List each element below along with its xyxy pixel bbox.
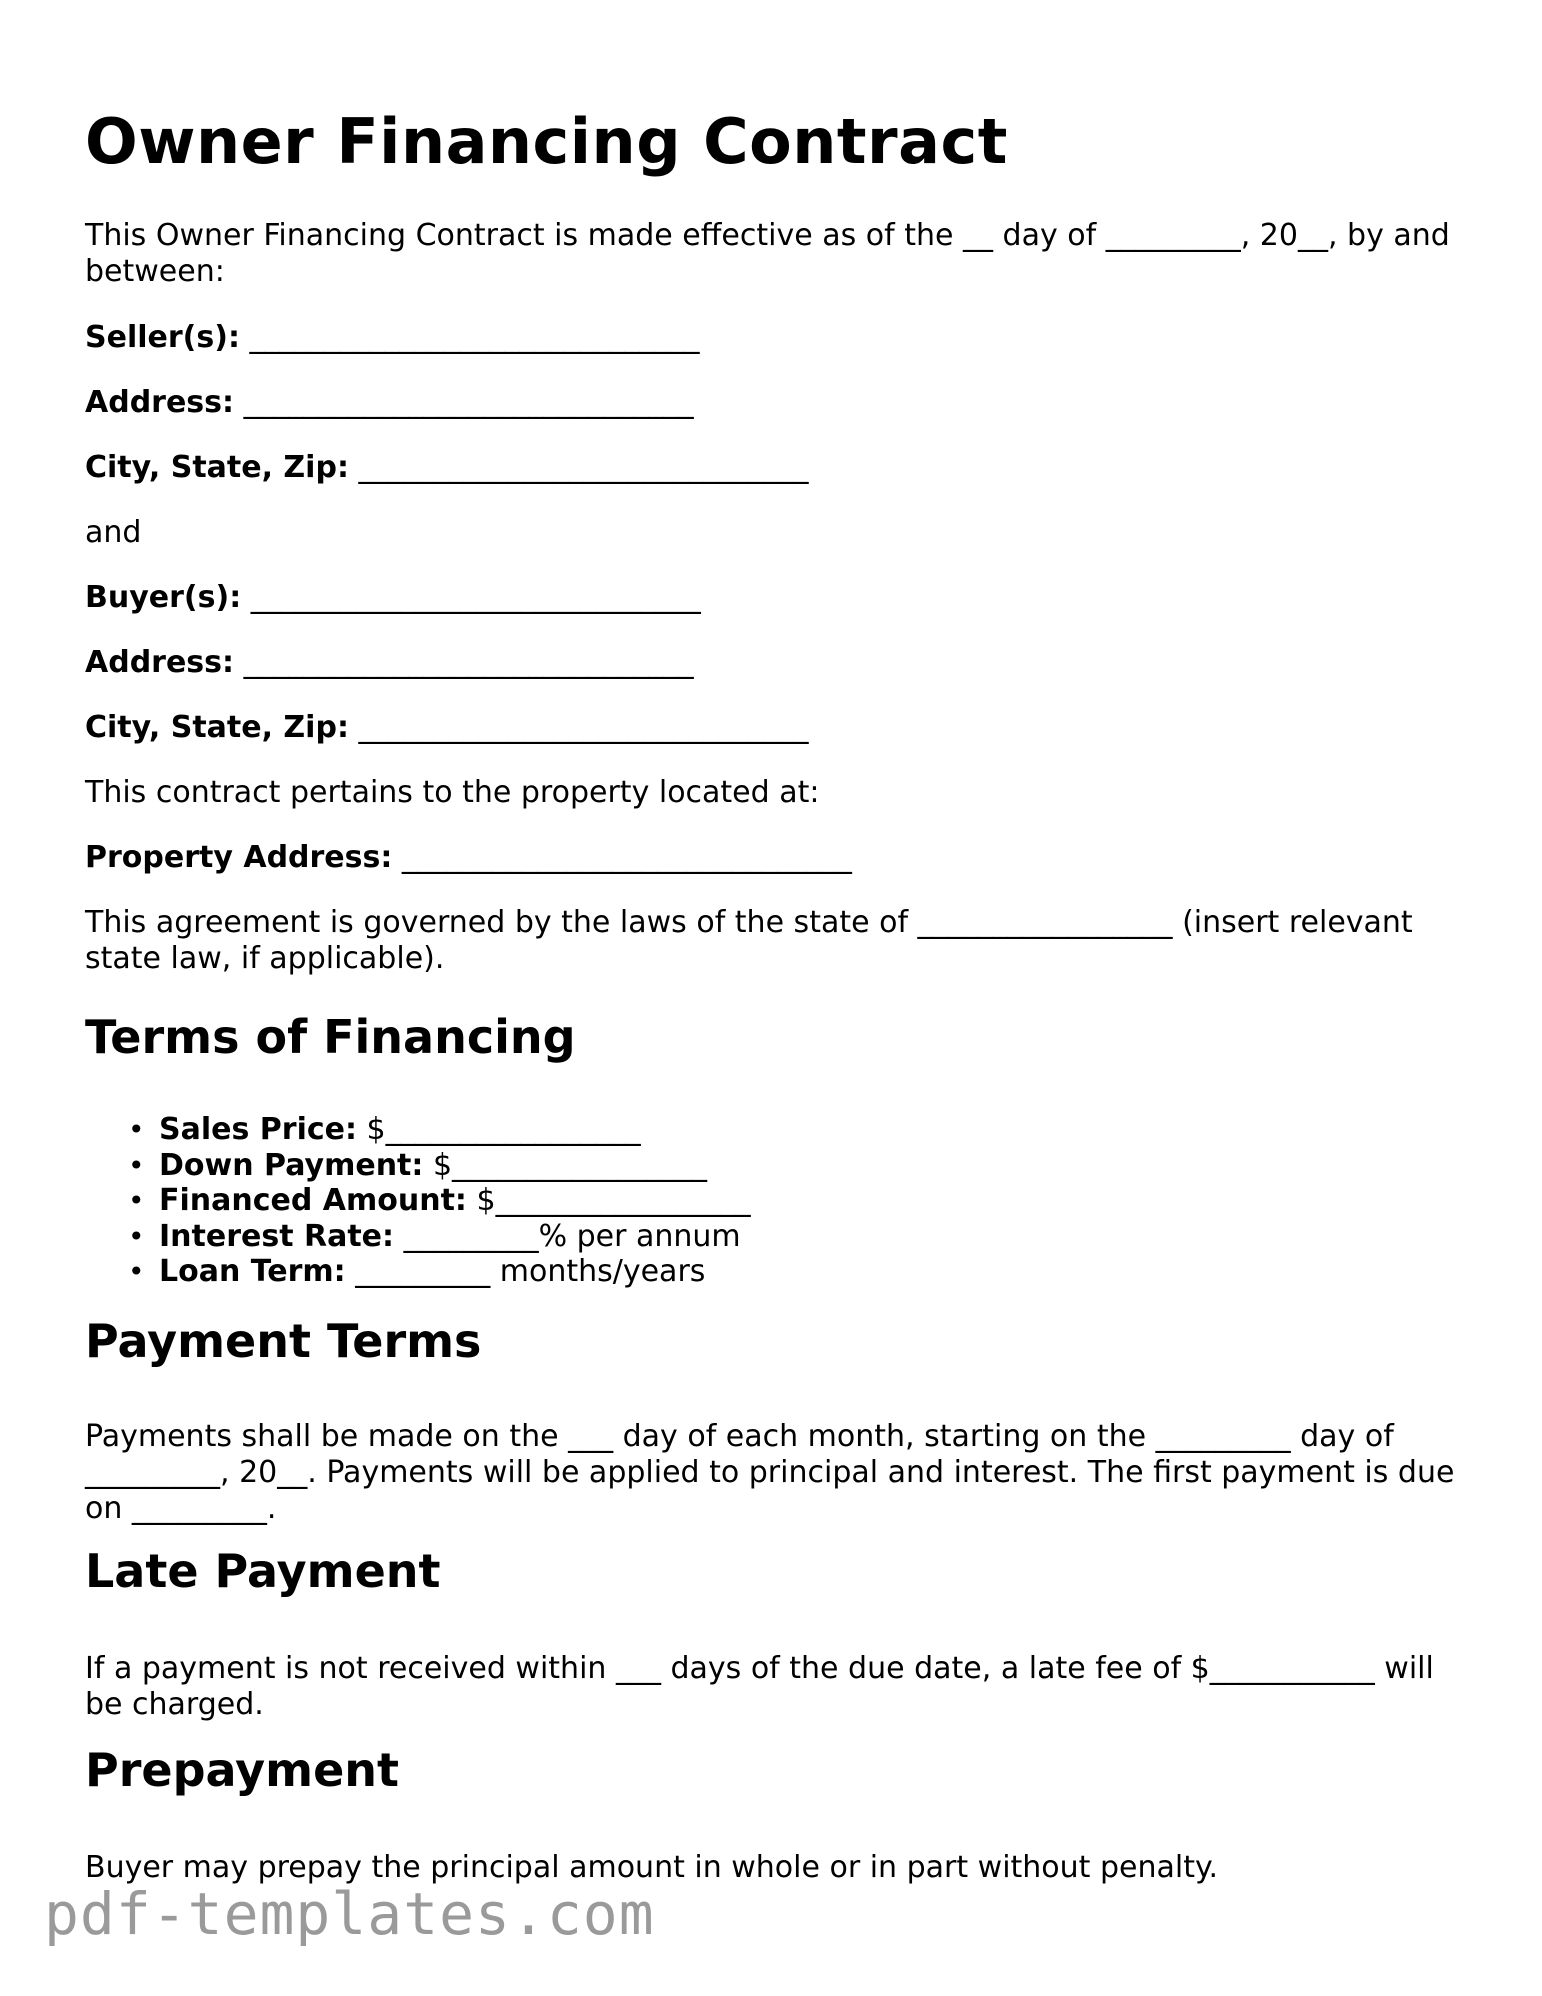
- seller-city-field: [85, 450, 808, 486]
- seller-address-blank: ______________________________: [243, 385, 694, 420]
- payment-terms-paragraph: Payments shall be made on the ___ day of each month, starting on the _________ day of _________, 20__. Payments will be applied to principal and interest. The first payment is due on _________.: [85, 1419, 1455, 1526]
- list-item: [159, 1148, 751, 1184]
- financed-amount-blank: $_________________: [476, 1183, 751, 1218]
- prepayment-heading: Prepayment: [85, 1743, 400, 1797]
- sales-price-label: Sales Price:: [159, 1112, 357, 1147]
- list-item: [159, 1183, 751, 1219]
- seller-address-label: Address:: [85, 385, 235, 420]
- list-item: [159, 1219, 751, 1255]
- seller-city-label: City, State, Zip:: [85, 450, 349, 485]
- buyer-name-blank: ______________________________: [250, 580, 701, 615]
- late-payment-heading: Late Payment: [85, 1544, 441, 1598]
- watermark: pdf-templates.com: [44, 1880, 655, 1948]
- buyer-city-blank: ______________________________: [358, 710, 809, 745]
- buyer-city-field: [85, 710, 808, 746]
- down-payment-label: Down Payment:: [159, 1147, 424, 1183]
- document-title: Owner Financing Contract: [85, 105, 1008, 178]
- seller-name-label: Seller(s):: [85, 320, 240, 355]
- seller-address-field: [85, 385, 694, 421]
- interest-rate-blank: _________% per annum: [403, 1218, 741, 1254]
- buyer-address-blank: ______________________________: [243, 645, 694, 680]
- and-text: and: [85, 515, 142, 550]
- seller-name-field: [85, 320, 699, 356]
- property-intro: This contract pertains to the property located at:: [85, 775, 820, 810]
- loan-term-label: Loan Term:: [159, 1254, 346, 1289]
- loan-term-blank: _________ months/years: [355, 1254, 706, 1289]
- buyer-name-label: Buyer(s):: [85, 580, 242, 615]
- seller-name-blank: ______________________________: [249, 320, 700, 355]
- interest-rate-label: Interest Rate:: [159, 1218, 395, 1254]
- governing-law-paragraph: This agreement is governed by the laws of the state of _________________ (insert relevant state law, if applicable).: [85, 905, 1413, 976]
- list-item: [159, 1112, 751, 1148]
- buyer-city-label: City, State, Zip:: [85, 710, 349, 745]
- seller-city-blank: ______________________________: [358, 450, 809, 485]
- property-address-label: Property Address:: [85, 840, 393, 875]
- list-item: [159, 1254, 751, 1290]
- property-address-field: [85, 840, 852, 876]
- down-payment-blank: $_________________: [432, 1147, 708, 1183]
- sales-price-blank: $_________________: [366, 1112, 641, 1147]
- late-payment-paragraph: If a payment is not received within ___ days of the due date, a late fee of $___________ will be charged.: [85, 1651, 1434, 1722]
- terms-of-financing-heading: Terms of Financing: [85, 1010, 576, 1064]
- financed-amount-label: Financed Amount:: [159, 1183, 467, 1218]
- property-address-blank: ______________________________: [401, 840, 852, 875]
- intro-paragraph: This Owner Financing Contract is made effective as of the __ day of _________, 20__, by and between:: [85, 218, 1450, 289]
- buyer-address-label: Address:: [85, 645, 235, 680]
- prepayment-paragraph: Buyer may prepay the principal amount in whole or in part without penalty.: [85, 1850, 1218, 1885]
- buyer-name-field: [85, 580, 701, 616]
- terms-list: [85, 1112, 751, 1290]
- buyer-address-field: [85, 645, 694, 681]
- payment-terms-heading: Payment Terms: [85, 1314, 482, 1368]
